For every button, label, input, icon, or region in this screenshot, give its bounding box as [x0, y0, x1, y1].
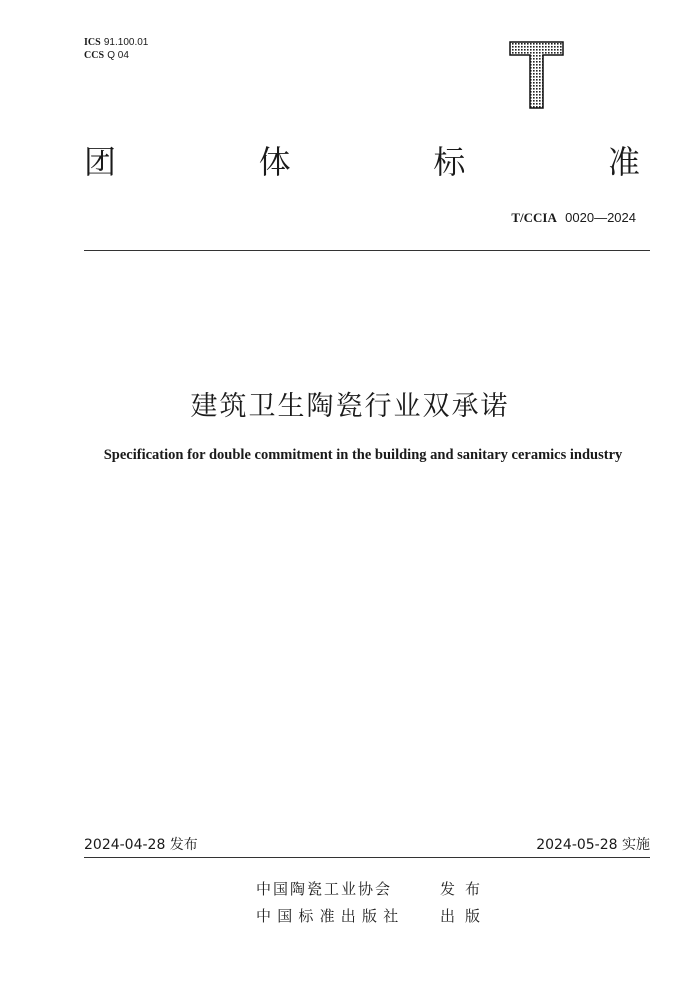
ccs-value: Q 04	[107, 50, 129, 61]
publisher-org: 中国陶瓷工业协会	[256, 880, 393, 898]
classification-codes	[84, 36, 148, 62]
standard-number	[511, 210, 636, 226]
ccs-label: CCS	[84, 50, 105, 61]
ccs-code	[84, 49, 148, 62]
implement-date: 2024-05-28 实施	[536, 837, 650, 853]
t-logo	[509, 40, 564, 110]
standard-type	[84, 138, 640, 182]
issue-date: 2024-04-28 发布	[84, 837, 198, 853]
standard-type-char: 标	[433, 143, 466, 181]
standard-type-char: 团	[84, 143, 117, 181]
standard-type-char: 准	[607, 143, 640, 181]
ics-value: 91.100.01	[103, 37, 149, 48]
title-english: Specification for double commitment in the building and sanitary ceramics industry	[103, 447, 623, 463]
standard-number-prefix: T/CCIA	[511, 210, 557, 225]
dates-row	[84, 834, 650, 854]
publisher-role: 出版	[440, 907, 491, 925]
publisher-role: 发布	[440, 880, 491, 898]
standard-type-char: 体	[258, 143, 291, 181]
ics-code	[84, 36, 148, 49]
t-logo-shape	[510, 42, 563, 108]
title-chinese: 建筑卫生陶瓷行业双承诺	[190, 391, 510, 422]
publisher-names	[256, 876, 404, 930]
publisher-roles	[440, 876, 490, 930]
bottom-divider	[84, 857, 650, 858]
top-divider	[84, 250, 650, 251]
standard-number-value: 0020—2024	[565, 210, 636, 225]
publisher-org: 中国标准出版社	[256, 907, 405, 925]
ics-label: ICS	[84, 37, 101, 48]
